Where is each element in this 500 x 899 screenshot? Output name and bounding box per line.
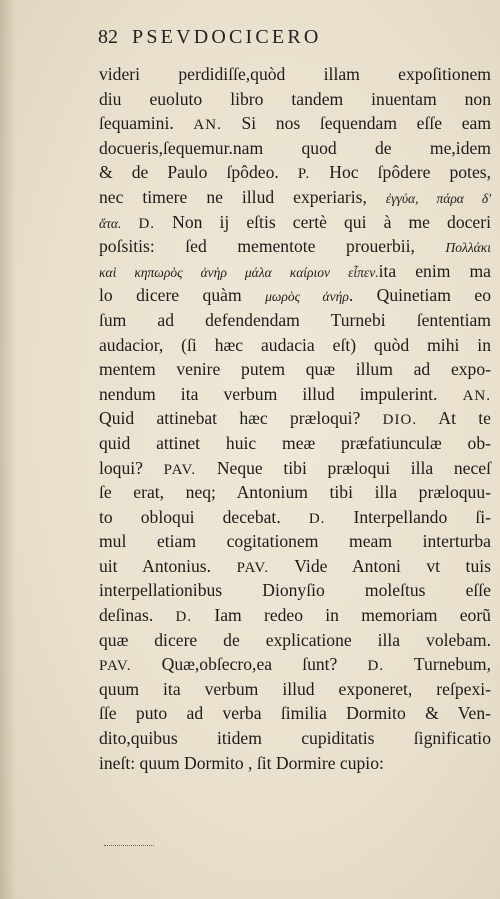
speaker-label: D. [138,215,156,232]
text-line [99,283,491,308]
text-line [99,210,491,235]
text-span: Neque tibi præloqui illa neceſ [196,457,491,478]
text-span: nendum ita verbum illud impulerint. [99,383,463,404]
text-span: interpellationibus Dionyſio moleſtus eſſe [99,580,491,601]
text-span: nec timere ne illud experiaris, [99,186,386,207]
text-span: to obloqui decebat. [99,506,309,527]
text-line [99,505,491,530]
text-span: Quid attinebat hæc præloqui? [99,408,383,429]
speaker-label: PAV. [236,559,270,576]
text-span: Non ij eſtis certè qui à me doceri [155,211,491,232]
greek-text: καὶ κηπωρὸς ἀνὴρ μάλα καίριον εἶπεν. [99,264,379,280]
speaker-label: D. [308,510,326,527]
text-span: Interpellando ſi- [325,506,491,527]
text-span: mentem venire putem quæ illum ad expo- [99,359,491,380]
greek-text: ἐγγύα, πάρα δ' [385,190,491,206]
text-span: ſum ad defendendam Turnebi ſententiam [99,309,491,330]
text-line [99,578,491,603]
speaker-label: AN. [462,387,491,404]
text-span: At te [417,408,491,429]
text-line [99,406,491,431]
text-span: Turnebum, [384,654,491,675]
text-span: ſe erat, neq; Antonium tibi illa præloquu- [99,482,491,503]
text-span: dito,quibus itidem cupiditatis ſignificatio [99,728,491,749]
text-line [99,652,491,677]
text-span: . Quinetiam eo [348,285,491,306]
speaker-label: D. [367,658,385,675]
text-span: uit Antonius. [99,555,237,576]
page-header [98,26,468,49]
text-line [99,160,491,185]
speaker-label: DIO. [382,412,418,429]
greek-text: Πολλάκι [445,240,491,256]
text-line [99,456,491,481]
speaker-label: P. [297,166,311,183]
text-span: ineſt: quum Dormito , ſit Dormire cupio: [99,752,384,773]
body-text [99,62,491,775]
speaker-label: D. [175,609,193,626]
text-line [99,751,491,776]
text-line [99,62,491,87]
text-span: & de Paulo ſpôdeo. [99,162,298,183]
catchword-mark [104,842,154,846]
text-line [99,185,491,210]
speaker-label: PAV. [163,461,197,478]
text-line [99,431,491,456]
text-line [99,111,491,136]
text-line [99,259,491,284]
text-span: ita enim ma [378,260,491,281]
text-span: quæ dicere de explicatione illa volebam. [99,629,491,650]
page-number: 82 [98,26,118,48]
text-span: lo dicere quàm [99,285,266,306]
text-span: mul etiam cogitationem meam interturba [99,531,491,552]
text-line [99,701,491,726]
text-line [99,603,491,628]
text-span: Quæ,obſecro,ea ſunt? [131,654,368,675]
text-line [99,628,491,653]
text-span: poſsitis: ſed mementote prouerbii, [99,236,446,257]
text-line [99,529,491,554]
speaker-label: AN. [193,117,222,134]
text-span: loqui? [99,457,164,478]
text-line [99,333,491,358]
text-span: audacior, (ſi hæc audacia eſt) quòd mihi in [99,334,491,355]
text-span: docueris,ſequemur.nam quod de me,idem [99,137,491,158]
text-span: Iam redeo in memoriam eorũ [192,605,491,626]
text-span: videri perdidiſſe,quòd illam expoſitionem [99,64,491,84]
gutter-shadow [0,0,16,899]
speaker-label: PAV. [99,658,132,675]
text-span: quid attinet huic meæ præfatiunculæ ob- [99,432,491,453]
text-span: Vide Antoni vt tuis [269,555,491,576]
text-span: Hoc ſpôdere potes, [310,162,491,183]
text-line [99,136,491,161]
text-span: diu euoluto libro tandem inuentam non [99,88,491,109]
text-line [99,308,491,333]
text-line [99,87,491,112]
greek-text: ἄτα. [99,215,122,231]
text-span [121,212,138,232]
text-span: ſequamini. [99,113,194,134]
text-line [99,480,491,505]
text-span: ſſe puto ad verba ſimilia Dormito & Ven- [99,703,491,724]
text-span: Si nos ſequendam eſſe eam [221,113,492,134]
text-line [99,726,491,751]
text-line [99,677,491,702]
running-title: PSEVDOCICERO [132,26,322,48]
text-span: deſinas. [99,605,176,626]
text-line [99,234,491,259]
text-line [99,554,491,579]
text-line [99,382,491,407]
text-line [99,357,491,382]
text-span: quum ita verbum illud exponeret, reſpexi- [99,678,491,699]
greek-text: μωρὸς ἀνήρ [265,289,349,305]
